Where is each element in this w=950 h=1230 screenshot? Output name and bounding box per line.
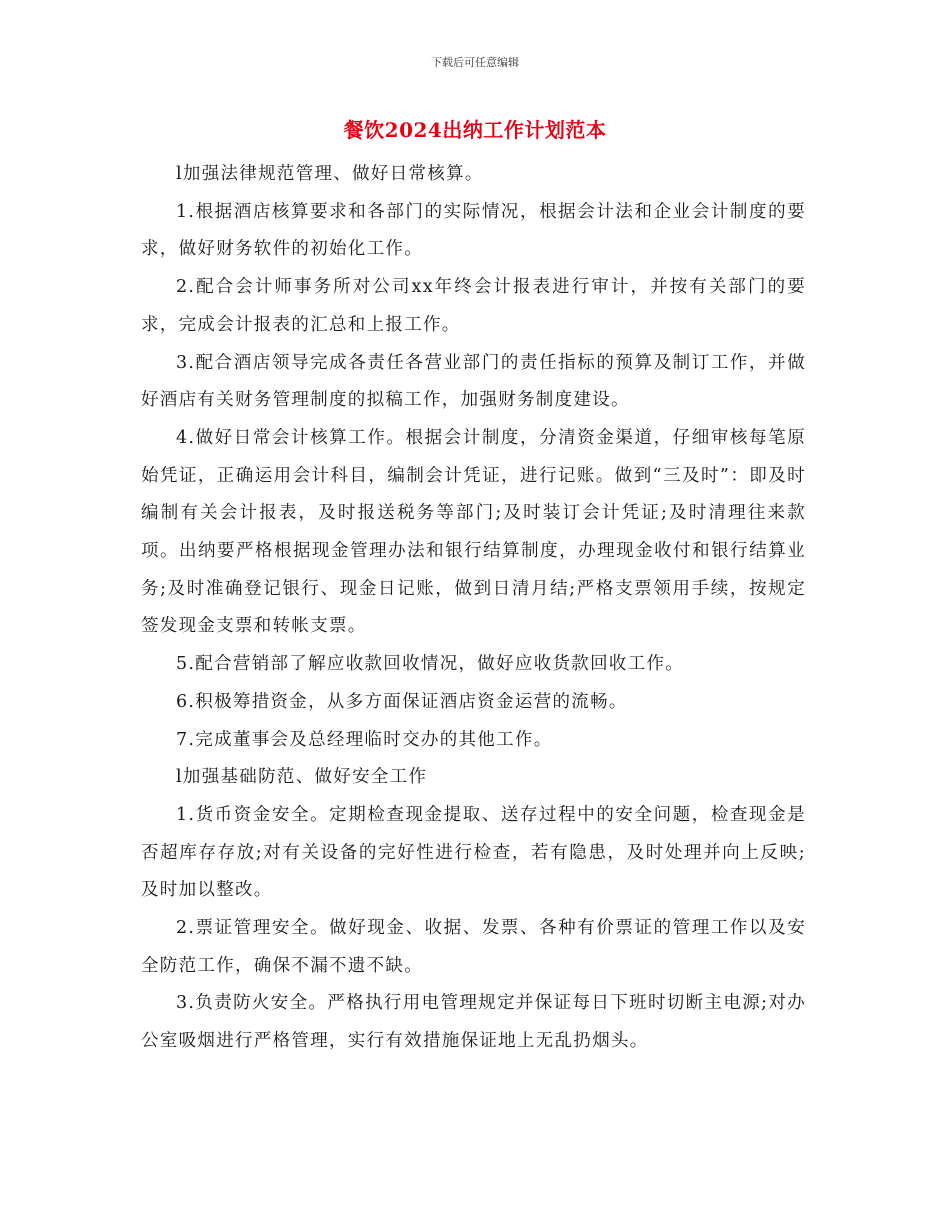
paragraph-item-5: 5.配合营销部了解应收款回收情况，做好应收货款回收工作。 [176,654,685,675]
paragraph-item-1: 1.根据酒店核算要求和各部门的实际情况，根据会计法和企业会计制度的要求，做好财务软件的初始化工作。 [141,201,806,260]
paragraph-item-3: 3.配合酒店领导完成各责任各营业部门的责任指标的预算及制订工作，并做好酒店有关财务管理制度的拟稿工作，加强财务制度建设。 [141,352,806,411]
paragraph-section-1-heading: l加强法律规范管理、做好日常核算。 [176,164,484,184]
paragraph-safety-3: 3.负责防火安全。严格执行用电管理规定并保证每日下班时切断主电源;对办公室吸烟进行严格管理，实行有效措施保证地上无乱扔烟头。 [141,993,806,1052]
document-title: 餐饮2024出纳工作计划范本 [343,118,607,142]
header-note: 下载后可任意编辑 [431,56,519,69]
paragraph-item-7: 7.完成董事会及总经理临时交办的其他工作。 [176,729,553,750]
document-body [141,156,806,1061]
paragraph-safety-1: 1.货币资金安全。定期检查现金提取、送存过程中的安全问题，检查现金是否超库存存放;对有关设备的完好性进行检查，若有隐患，及时处理并向上反映;及时加以整改。 [141,804,806,901]
paragraph-item-2: 2.配合会计师事务所对公司xx年终会计报表进行审计，并按有关部门的要求，完成会计报表的汇总和上报工作。 [141,277,806,335]
paragraph-item-6: 6.积极筹措资金，从多方面保证酒店资金运营的流畅。 [176,691,628,712]
paragraph-section-2-heading: l加强基础防范、做好安全工作 [176,767,428,788]
paragraph-safety-2: 2.票证管理安全。做好现金、收据、发票、各种有价票证的管理工作以及安全防范工作，确保不漏不遗不缺。 [141,918,806,976]
paragraph-item-4: 4.做好日常会计核算工作。根据会计制度，分清资金渠道，仔细审核每笔原始凭证，正确运用会计科目，编制会计凭证，进行记账。做到“三及时”：即及时编制有关会计报表，及时报送税务等部门;及时装订会计凭证;及时清理往来款项。出纳要严格根据现金管理办法和银行结算制度，办理现金收付和银行结算业务;及时准确登记银行、现金日记账，做到日清月结;严格支票领用手续，按规定签发现金支票和转帐支票。 [141,427,806,637]
